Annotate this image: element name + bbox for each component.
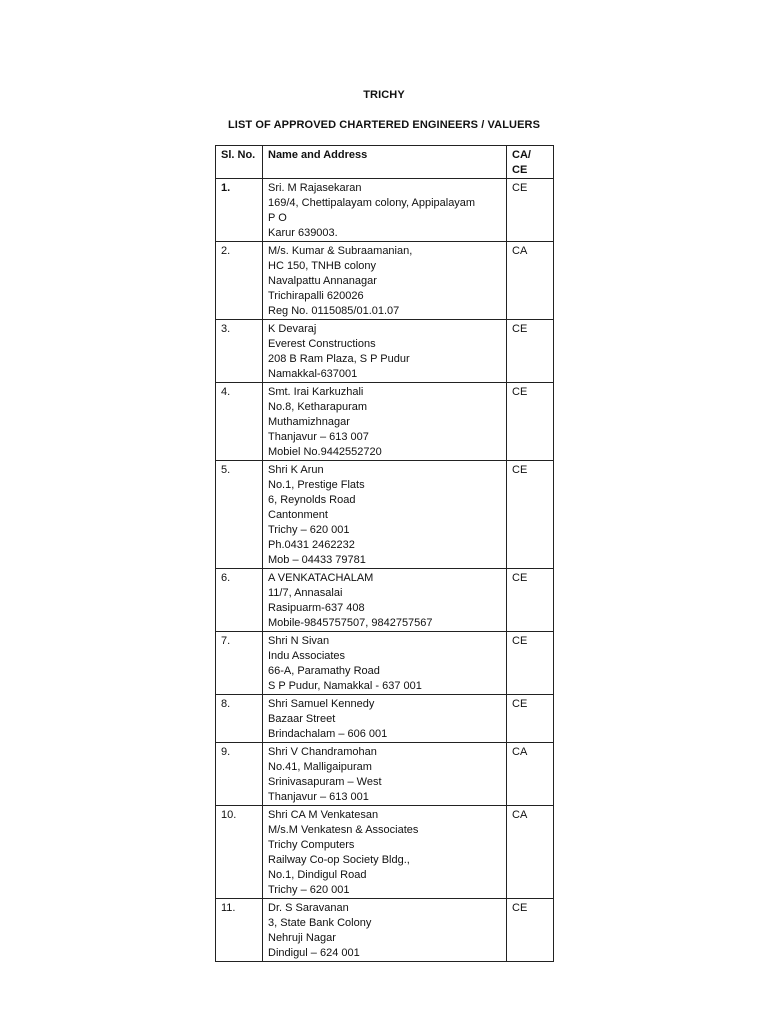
- address-line: Shri CA M Venkatesan: [268, 809, 379, 821]
- address-line: A VENKATACHALAM: [268, 572, 374, 584]
- row-sl-no: 9.: [216, 743, 263, 806]
- address-line: M/s.M Venkatesn & Associates: [268, 824, 419, 836]
- table-row: [216, 461, 554, 569]
- table-row: [216, 242, 554, 320]
- row-name-address: [263, 743, 507, 806]
- address-line: Indu Associates: [268, 650, 346, 662]
- address-line: Mobile-9845757507, 9842757567: [268, 617, 433, 629]
- row-sl-no: 1.: [216, 179, 263, 242]
- address-line: Sri. M Rajasekaran: [268, 182, 362, 194]
- row-name-address: [263, 806, 507, 899]
- row-ca-ce: CE: [507, 179, 554, 242]
- address-line: Shri K Arun: [268, 464, 324, 476]
- address-line: 66-A, Paramathy Road: [268, 665, 380, 677]
- address-line: Ph.0431 2462232: [268, 539, 355, 551]
- header-ca-ce: CA/ CE: [507, 146, 554, 179]
- address-line: Bazaar Street: [268, 713, 336, 725]
- address-line: 6, Reynolds Road: [268, 494, 356, 506]
- header-name-address: Name and Address: [263, 146, 507, 179]
- row-ca-ce: CA: [507, 242, 554, 320]
- address-line: Nehruji Nagar: [268, 932, 336, 944]
- address-line: Navalpattu Annanagar: [268, 275, 377, 287]
- address-line: Dr. S Saravanan: [268, 902, 349, 914]
- address-line: Brindachalam – 606 001: [268, 728, 388, 740]
- row-sl-no: 8.: [216, 695, 263, 743]
- address-line: Thanjavur – 613 001: [268, 791, 369, 803]
- address-line: Trichy – 620 001: [268, 524, 350, 536]
- address-line: S P Pudur, Namakkal - 637 001: [268, 680, 422, 692]
- address-line: K Devaraj: [268, 323, 317, 335]
- table-row: [216, 899, 554, 962]
- row-ca-ce: CE: [507, 695, 554, 743]
- row-ca-ce: CE: [507, 899, 554, 962]
- address-line: Namakkal-637001: [268, 368, 358, 380]
- row-name-address: [263, 569, 507, 632]
- table-row: [216, 383, 554, 461]
- row-ca-ce: CE: [507, 569, 554, 632]
- row-name-address: [263, 320, 507, 383]
- row-ca-ce: CE: [507, 320, 554, 383]
- table-row: [216, 695, 554, 743]
- row-ca-ce: CE: [507, 383, 554, 461]
- address-line: Cantonment: [268, 509, 328, 521]
- row-sl-no: 3.: [216, 320, 263, 383]
- address-line: No.8, Ketharapuram: [268, 401, 368, 413]
- header-sl-no: Sl. No.: [216, 146, 263, 179]
- address-line: M/s. Kumar & Subraamanian,: [268, 245, 413, 257]
- row-ca-ce: CA: [507, 743, 554, 806]
- address-line: Muthamizhnagar: [268, 416, 350, 428]
- address-line: Dindigul – 624 001: [268, 947, 360, 959]
- row-name-address: [263, 242, 507, 320]
- row-sl-no: 11.: [216, 899, 263, 962]
- address-line: No.1, Dindigul Road: [268, 869, 367, 881]
- address-line: Trichy – 620 001: [268, 884, 350, 896]
- row-name-address: [263, 179, 507, 242]
- document-title: LIST OF APPROVED CHARTERED ENGINEERS / VALUERS: [227, 119, 541, 131]
- address-line: HC 150, TNHB colony: [268, 260, 377, 272]
- address-line: 208 B Ram Plaza, S P Pudur: [268, 353, 410, 365]
- row-ca-ce: CE: [507, 632, 554, 695]
- row-ca-ce: CE: [507, 461, 554, 569]
- table-row: [216, 569, 554, 632]
- address-line: No.1, Prestige Flats: [268, 479, 365, 491]
- address-line: P O: [268, 212, 287, 224]
- row-name-address: [263, 461, 507, 569]
- address-line: 169/4, Chettipalayam colony, Appipalayam: [268, 197, 476, 209]
- table-row: [216, 743, 554, 806]
- address-line: Smt. Irai Karkuzhali: [268, 386, 364, 398]
- document-city-heading: TRICHY: [363, 89, 405, 101]
- address-line: Thanjavur – 613 007: [268, 431, 369, 443]
- row-name-address: [263, 632, 507, 695]
- table-row: [216, 806, 554, 899]
- row-name-address: [263, 383, 507, 461]
- address-line: Shri Samuel Kennedy: [268, 698, 375, 710]
- row-sl-no: 2.: [216, 242, 263, 320]
- address-line: Everest Constructions: [268, 338, 376, 350]
- address-line: Trichirapalli 620026: [268, 290, 364, 302]
- address-line: No.41, Malligaipuram: [268, 761, 372, 773]
- address-line: Trichy Computers: [268, 839, 355, 851]
- row-sl-no: 6.: [216, 569, 263, 632]
- address-line: Mob – 04433 79781: [268, 554, 366, 566]
- table-header-row: [216, 146, 554, 179]
- row-name-address: [263, 695, 507, 743]
- address-line: Rasipuarm-637 408: [268, 602, 365, 614]
- approved-valuers-table: [215, 145, 554, 962]
- address-line: 11/7, Annasalai: [268, 587, 343, 599]
- table-row: [216, 320, 554, 383]
- address-line: Shri V Chandramohan: [268, 746, 377, 758]
- address-line: Shri N Sivan: [268, 635, 330, 647]
- table-body: [216, 179, 554, 962]
- address-line: Mobiel No.9442552720: [268, 446, 382, 458]
- row-sl-no: 4.: [216, 383, 263, 461]
- row-sl-no: 7.: [216, 632, 263, 695]
- table-row: [216, 632, 554, 695]
- address-line: Railway Co-op Society Bldg.,: [268, 854, 410, 866]
- row-sl-no: 5.: [216, 461, 263, 569]
- table-row: [216, 179, 554, 242]
- row-name-address: [263, 899, 507, 962]
- row-ca-ce: CA: [507, 806, 554, 899]
- address-line: Karur 639003.: [268, 227, 338, 239]
- address-line: Srinivasapuram – West: [268, 776, 382, 788]
- address-line: 3, State Bank Colony: [268, 917, 372, 929]
- row-sl-no: 10.: [216, 806, 263, 899]
- address-line: Reg No. 0115085/01.01.07: [268, 305, 400, 317]
